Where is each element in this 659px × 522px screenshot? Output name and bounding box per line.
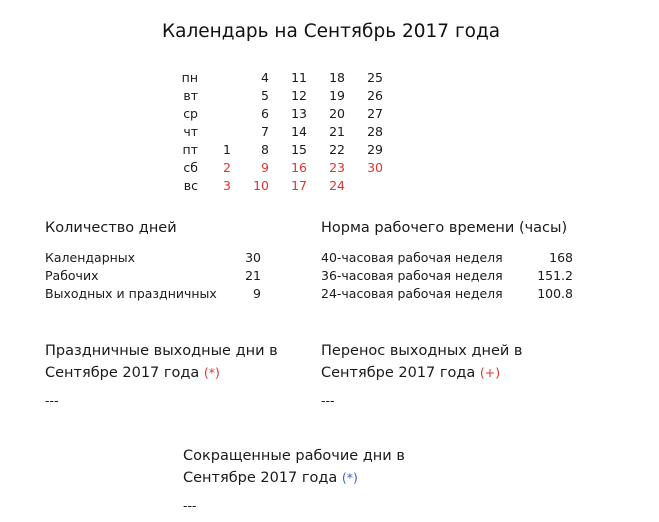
days-count-row: [45, 249, 261, 267]
calendar-date: 19: [329, 87, 345, 103]
holiday-marker: (*): [203, 365, 220, 380]
calendar-row: [171, 158, 383, 176]
shortened-value: ---: [183, 498, 197, 513]
calendar-date: 23: [329, 159, 345, 175]
calendar-date: 20: [329, 105, 345, 121]
calendar-date: 1: [223, 141, 231, 157]
calendar-row: [171, 140, 383, 158]
days-count-label: Выходных и праздничных: [45, 286, 217, 301]
calendar-date: 6: [261, 105, 269, 121]
calendar-date: 2: [223, 159, 231, 175]
work-norm-row: [321, 285, 573, 303]
holidays-value: ---: [45, 393, 59, 408]
transfers-title: [321, 341, 522, 384]
calendar-date: 5: [261, 87, 269, 103]
days-count-value: 30: [245, 250, 261, 265]
days-count-value: 21: [245, 268, 261, 283]
calendar-date: 3: [223, 177, 231, 193]
weekday-label: пт: [182, 141, 198, 157]
calendar-date: 9: [261, 159, 269, 175]
holidays-title-line1: Праздничные выходные дни в: [45, 343, 278, 359]
calendar-date: 15: [291, 141, 307, 157]
days-count-row: [45, 267, 261, 285]
work-norm-label: 24-часовая рабочая неделя: [321, 286, 503, 301]
transfers-title-line2: Сентябре 2017 года (+): [321, 365, 501, 381]
calendar-row: [171, 122, 383, 140]
calendar-date: [198, 122, 231, 140]
weekday-label: вт: [183, 87, 198, 103]
calendar-row: [171, 68, 383, 86]
weekday-label: сб: [183, 159, 198, 175]
calendar-date: 16: [291, 159, 307, 175]
calendar-date: 7: [261, 123, 269, 139]
calendar-date: 26: [367, 87, 383, 103]
work-norm-value: 151.2: [537, 268, 573, 283]
holidays-title-line2: Сентябре 2017 года (*): [45, 365, 220, 381]
calendar-date: 24: [329, 177, 345, 193]
calendar-date: 4: [261, 69, 269, 85]
calendar-date: 25: [367, 69, 383, 85]
days-count-row: [45, 285, 261, 303]
page-title: Календарь на Сентябрь 2017 года: [162, 21, 501, 42]
calendar-date: 27: [367, 105, 383, 121]
shortened-title: [183, 446, 405, 489]
shortened-title-line2: Сентябре 2017 года (*): [183, 470, 358, 486]
calendar-date: [198, 68, 231, 86]
work-norm-label: 40-часовая рабочая неделя: [321, 250, 503, 265]
calendar-row: [171, 104, 383, 122]
calendar-date: 29: [367, 141, 383, 157]
transfers-title-line1: Перенос выходных дней в: [321, 343, 523, 359]
days-count-value: 9: [253, 286, 261, 301]
weekday-label: ср: [183, 105, 198, 121]
transfers-value: ---: [321, 393, 335, 408]
weekday-label: чт: [183, 123, 198, 139]
weekday-label: вс: [183, 177, 198, 193]
calendar-date: 14: [291, 123, 307, 139]
calendar-date: 30: [367, 159, 383, 175]
calendar-date: 13: [291, 105, 307, 121]
work-norm-row: [321, 267, 573, 285]
calendar-row: [171, 86, 383, 104]
days-count-label: Календарных: [45, 250, 136, 265]
holidays-title: [45, 341, 278, 384]
transfer-marker: (+): [479, 365, 501, 380]
calendar-table: [171, 68, 383, 194]
weekday-label: пн: [181, 69, 198, 85]
work-norm-label: 36-часовая рабочая неделя: [321, 268, 503, 283]
days-count-title: Количество дней: [45, 220, 177, 236]
calendar-row: [171, 176, 383, 194]
days-count-label: Рабочих: [45, 268, 99, 283]
calendar-date: 11: [291, 69, 307, 85]
calendar-date: [345, 176, 383, 194]
work-norm-value: 168: [549, 250, 573, 265]
calendar-date: 10: [253, 177, 269, 193]
calendar-date: 12: [291, 87, 307, 103]
calendar-date: 21: [329, 123, 345, 139]
calendar-date: 18: [329, 69, 345, 85]
calendar-date: 17: [291, 177, 307, 193]
shortened-title-line1: Сокращенные рабочие дни в: [183, 448, 405, 464]
work-norm-title: Норма рабочего времени (часы): [321, 220, 568, 236]
calendar-date: 28: [367, 123, 383, 139]
work-norm-list: [321, 249, 573, 303]
work-norm-value: 100.8: [537, 286, 573, 301]
work-norm-row: [321, 249, 573, 267]
calendar-date: [198, 86, 231, 104]
calendar-date: [198, 104, 231, 122]
days-count-list: [45, 249, 261, 303]
shortened-marker: (*): [341, 470, 358, 485]
calendar-date: 8: [261, 141, 269, 157]
calendar-date: 22: [329, 141, 345, 157]
